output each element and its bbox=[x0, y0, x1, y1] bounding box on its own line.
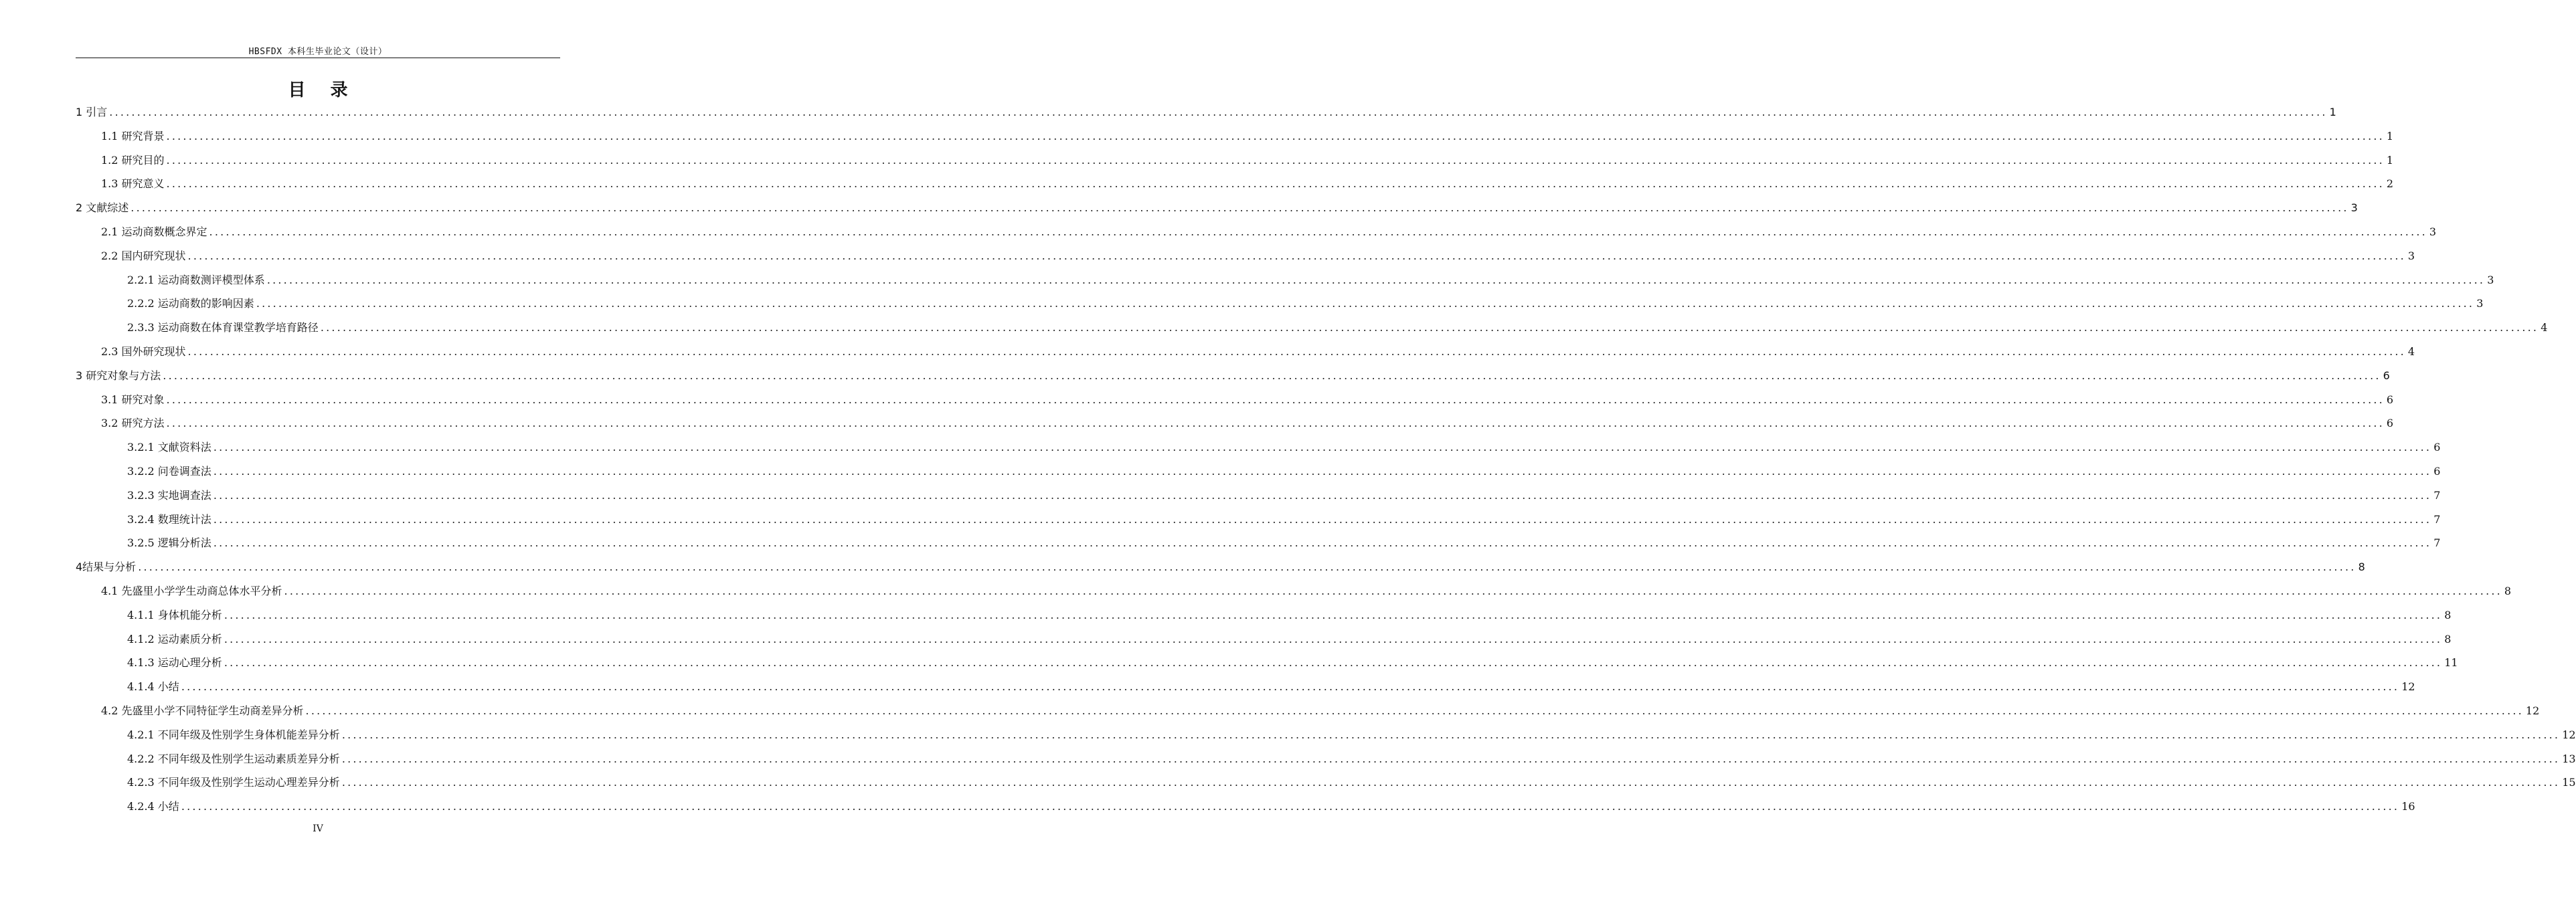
toc-leader-dots: ................................................................................................................................................................................................................................................................................................................................................................................................................ bbox=[109, 106, 2328, 118]
toc-entry-label: 3.2.5 逻辑分析法 bbox=[127, 536, 211, 550]
toc-leader-dots: ................................................................................................................................................................................................................................................................................................................................................................................................................ bbox=[305, 704, 2524, 717]
toc-entry[interactable] bbox=[76, 747, 2576, 771]
toc-entry-label: 4.2 先盛里小学不同特征学生动商差异分析 bbox=[101, 704, 304, 717]
toc-entry[interactable] bbox=[76, 603, 2452, 627]
toc-entry-label: 1.1 研究背景 bbox=[101, 129, 165, 142]
toc-leader-dots: ................................................................................................................................................................................................................................................................................................................................................................................................................ bbox=[224, 608, 2443, 621]
toc-entry-page: 1 bbox=[2386, 153, 2394, 167]
toc-entry-page: 6 bbox=[2386, 393, 2394, 406]
toc-entry-label: 1.3 研究意义 bbox=[101, 177, 165, 191]
toc-leader-dots: ................................................................................................................................................................................................................................................................................................................................................................................................................ bbox=[166, 129, 2385, 142]
toc-entry[interactable] bbox=[76, 244, 2415, 268]
toc-entry[interactable] bbox=[76, 268, 2494, 292]
toc-leader-dots: ................................................................................................................................................................................................................................................................................................................................................................................................................ bbox=[266, 273, 2486, 286]
toc-leader-dots: ................................................................................................................................................................................................................................................................................................................................................................................................................ bbox=[213, 536, 2432, 550]
toc-leader-dots: ................................................................................................................................................................................................................................................................................................................................................................................................................ bbox=[213, 488, 2432, 502]
toc-entry-label: 2.2 国内研究现状 bbox=[101, 249, 186, 262]
toc-leader-dots: ................................................................................................................................................................................................................................................................................................................................................................................................................ bbox=[166, 153, 2385, 167]
toc-entry[interactable] bbox=[76, 531, 2441, 555]
toc-entry-page: 3 bbox=[2407, 249, 2415, 262]
toc-entry-label: 3.1 研究对象 bbox=[101, 393, 165, 406]
toc-leader-dots: ................................................................................................................................................................................................................................................................................................................................................................................................................ bbox=[181, 800, 2400, 813]
toc-entry-label: 2.1 运动商数概念界定 bbox=[101, 225, 207, 238]
toc-entry-page: 12 bbox=[2562, 728, 2576, 741]
toc-entry-page: 4 bbox=[2541, 321, 2548, 334]
toc-entry-label: 4.1.4 小结 bbox=[127, 680, 179, 694]
toc-entry[interactable] bbox=[76, 555, 2365, 579]
toc-entry-page: 8 bbox=[2358, 561, 2365, 574]
toc-entry[interactable] bbox=[76, 100, 2336, 124]
toc-entry-page: 8 bbox=[2444, 608, 2452, 621]
toc-entry-label: 2.3 国外研究现状 bbox=[101, 344, 186, 358]
toc-entry-page: 7 bbox=[2433, 488, 2441, 502]
toc-entry[interactable] bbox=[76, 699, 2540, 723]
toc-entry-page: 1 bbox=[2329, 106, 2336, 118]
toc-entry-page: 12 bbox=[2525, 704, 2540, 717]
toc-entry[interactable] bbox=[76, 627, 2452, 652]
toc-entry[interactable] bbox=[76, 651, 2458, 675]
toc-entry-label: 3.2.3 实地调查法 bbox=[127, 488, 211, 502]
toc-entry-label: 2.2.1 运动商数测评模型体系 bbox=[127, 273, 265, 286]
toc-entry[interactable] bbox=[76, 723, 2576, 747]
toc-leader-dots: ................................................................................................................................................................................................................................................................................................................................................................................................................ bbox=[341, 752, 2561, 765]
toc-entry-page: 6 bbox=[2433, 464, 2441, 478]
toc-leader-dots: ................................................................................................................................................................................................................................................................................................................................................................................................................ bbox=[138, 561, 2356, 574]
toc-entry-page: 3 bbox=[2476, 297, 2484, 310]
toc-title: 目 录 bbox=[288, 80, 357, 100]
toc-entry-label: 4.2.3 不同年级及性别学生运动心理差异分析 bbox=[127, 776, 340, 789]
toc-entry-page: 7 bbox=[2433, 512, 2441, 526]
toc-leader-dots: ................................................................................................................................................................................................................................................................................................................................................................................................................ bbox=[256, 297, 2475, 310]
toc-entry-label: 4.1 先盛里小学学生动商总体水平分析 bbox=[101, 584, 282, 597]
toc-entry-page: 6 bbox=[2433, 441, 2441, 454]
toc-entry-label: 1.2 研究目的 bbox=[101, 153, 165, 167]
toc-entry[interactable] bbox=[76, 675, 2415, 699]
toc-leader-dots: ................................................................................................................................................................................................................................................................................................................................................................................................................ bbox=[166, 177, 2385, 191]
toc-leader-dots: ................................................................................................................................................................................................................................................................................................................................................................................................................ bbox=[224, 656, 2443, 670]
toc-leader-dots: ................................................................................................................................................................................................................................................................................................................................................................................................................ bbox=[181, 680, 2400, 694]
toc-leader-dots: ................................................................................................................................................................................................................................................................................................................................................................................................................ bbox=[213, 464, 2432, 478]
toc-entry[interactable] bbox=[76, 795, 2415, 819]
toc-entry-page: 13 bbox=[2562, 752, 2576, 765]
toc-entry-label: 4.1.2 运动素质分析 bbox=[127, 632, 222, 645]
toc-leader-dots: ................................................................................................................................................................................................................................................................................................................................................................................................................ bbox=[163, 369, 2381, 382]
toc-leader-dots: ................................................................................................................................................................................................................................................................................................................................................................................................................ bbox=[187, 344, 2406, 358]
toc-entry-page: 15 bbox=[2562, 776, 2576, 789]
toc-leader-dots: ................................................................................................................................................................................................................................................................................................................................................................................................................ bbox=[341, 776, 2561, 789]
toc-entry[interactable] bbox=[76, 508, 2441, 532]
page-number: IV bbox=[313, 823, 323, 834]
running-header: HBSFDX 本科生毕业论文（设计） bbox=[248, 47, 388, 57]
toc-entry-label: 1 引言 bbox=[76, 106, 108, 118]
toc-leader-dots: ................................................................................................................................................................................................................................................................................................................................................................................................................ bbox=[187, 249, 2406, 262]
toc-entry-label: 3.2.2 问卷调查法 bbox=[127, 464, 211, 478]
toc-leader-dots: ................................................................................................................................................................................................................................................................................................................................................................................................................ bbox=[320, 321, 2539, 334]
toc-entry-label: 3.2.1 文献资料法 bbox=[127, 441, 211, 454]
toc-leader-dots: ................................................................................................................................................................................................................................................................................................................................................................................................................ bbox=[341, 728, 2561, 741]
toc-entry-label: 4结果与分析 bbox=[76, 561, 137, 574]
toc-leader-dots: ................................................................................................................................................................................................................................................................................................................................................................................................................ bbox=[284, 584, 2502, 597]
toc-entry[interactable] bbox=[76, 292, 2484, 316]
toc-entry-page: 4 bbox=[2407, 344, 2415, 358]
toc-entry-page: 7 bbox=[2433, 536, 2441, 550]
toc-entry-page: 8 bbox=[2504, 584, 2512, 597]
table-of-contents bbox=[76, 100, 2576, 819]
toc-entry-label: 4.1.3 运动心理分析 bbox=[127, 656, 222, 670]
toc-entry-page: 3 bbox=[2487, 273, 2494, 286]
toc-entry[interactable] bbox=[76, 771, 2576, 795]
toc-entry[interactable] bbox=[76, 484, 2441, 508]
toc-entry[interactable] bbox=[76, 411, 2394, 435]
toc-leader-dots: ................................................................................................................................................................................................................................................................................................................................................................................................................ bbox=[131, 201, 2349, 215]
toc-entry[interactable] bbox=[76, 340, 2415, 364]
toc-entry[interactable] bbox=[76, 579, 2512, 603]
toc-entry-page: 11 bbox=[2444, 656, 2458, 670]
toc-entry-label: 2.2.2 运动商数的影响因素 bbox=[127, 297, 254, 310]
toc-leader-dots: ................................................................................................................................................................................................................................................................................................................................................................................................................ bbox=[213, 441, 2432, 454]
toc-entry-label: 2.3.3 运动商数在体育课堂教学培育路径 bbox=[127, 321, 319, 334]
toc-entry-label: 2 文献综述 bbox=[76, 201, 129, 215]
toc-leader-dots: ................................................................................................................................................................................................................................................................................................................................................................................................................ bbox=[224, 632, 2443, 645]
toc-leader-dots: ................................................................................................................................................................................................................................................................................................................................................................................................................ bbox=[166, 393, 2385, 406]
toc-entry-page: 16 bbox=[2401, 800, 2415, 813]
toc-entry-page: 2 bbox=[2386, 177, 2394, 191]
toc-entry-label: 4.2.1 不同年级及性别学生身体机能差异分析 bbox=[127, 728, 340, 741]
toc-entry[interactable] bbox=[76, 364, 2390, 388]
toc-leader-dots: ................................................................................................................................................................................................................................................................................................................................................................................................................ bbox=[213, 512, 2432, 526]
toc-entry-label: 3 研究对象与方法 bbox=[76, 369, 161, 382]
toc-entry-label: 4.2.2 不同年级及性别学生运动素质差异分析 bbox=[127, 752, 340, 765]
toc-entry[interactable] bbox=[76, 196, 2358, 220]
toc-entry-page: 1 bbox=[2386, 129, 2394, 142]
toc-entry[interactable] bbox=[76, 316, 2548, 340]
toc-entry[interactable] bbox=[76, 172, 2394, 196]
toc-entry[interactable] bbox=[76, 124, 2394, 148]
toc-entry-page: 8 bbox=[2444, 632, 2452, 645]
toc-entry[interactable] bbox=[76, 220, 2437, 244]
toc-leader-dots: ................................................................................................................................................................................................................................................................................................................................................................................................................ bbox=[166, 417, 2385, 430]
toc-entry[interactable] bbox=[76, 460, 2441, 484]
toc-entry-page: 3 bbox=[2429, 225, 2437, 238]
toc-entry[interactable] bbox=[76, 435, 2441, 460]
toc-leader-dots: ................................................................................................................................................................................................................................................................................................................................................................................................................ bbox=[209, 225, 2427, 238]
toc-entry[interactable] bbox=[76, 388, 2394, 412]
toc-entry-page: 6 bbox=[2383, 369, 2390, 382]
toc-entry-page: 3 bbox=[2350, 201, 2358, 215]
toc-entry-label: 3.2.4 数理统计法 bbox=[127, 512, 211, 526]
toc-entry-page: 6 bbox=[2386, 417, 2394, 430]
toc-entry-label: 3.2 研究方法 bbox=[101, 417, 165, 430]
toc-entry-label: 4.2.4 小结 bbox=[127, 800, 179, 813]
toc-entry-label: 4.1.1 身体机能分析 bbox=[127, 608, 222, 621]
toc-entry-page: 12 bbox=[2401, 680, 2415, 694]
toc-entry[interactable] bbox=[76, 148, 2394, 173]
